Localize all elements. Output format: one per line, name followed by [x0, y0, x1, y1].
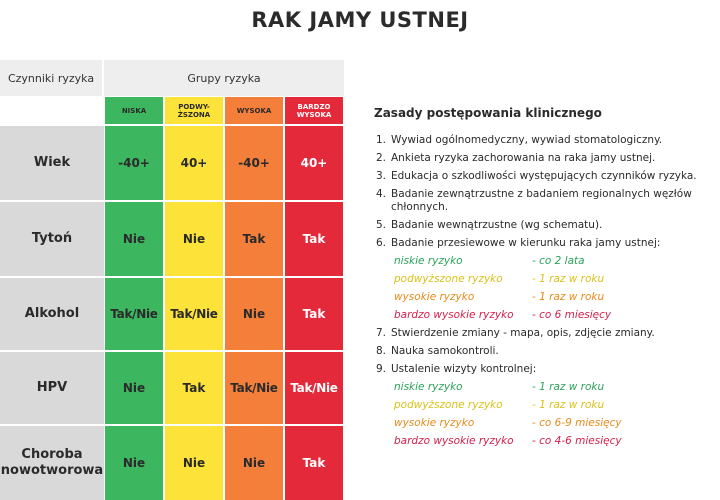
risk-table	[0, 60, 344, 500]
table-cell: Nie	[105, 352, 163, 424]
list-item: 5. Badanie wewnątrzustne (wg schematu).	[376, 219, 603, 231]
table-cell: Nie	[105, 426, 163, 500]
list-item: 1. Wywiad ogólnomedyczny, wywiad stomatologiczny.	[376, 134, 663, 146]
screening-very-high: bardzo wysokie ryzyko - co 6 miesięcy	[394, 309, 612, 321]
table-cell: Tak/Nie	[225, 352, 283, 424]
row-label-cancer: Choroba nowotworowa	[0, 426, 104, 500]
row-label-alcohol: Alkohol	[0, 278, 104, 350]
table-cell: Tak/Nie	[105, 278, 163, 350]
table-cell: Tak/Nie	[165, 278, 223, 350]
level-very-high: BARDZO WYSOKA	[285, 97, 343, 124]
table-cell: Nie	[165, 202, 223, 276]
rules-title: Zasady postępowania klinicznego	[374, 106, 602, 120]
control-low: niskie ryzyko - 1 raz w roku	[394, 381, 605, 393]
list-item: 8. Nauka samokontroli.	[376, 345, 499, 357]
screening-low: niskie ryzyko - co 2 lata	[394, 255, 585, 267]
list-item: 3. Edukacja o szkodliwości występujących czynników ryzyka.	[376, 170, 697, 182]
table-cell: Tak	[285, 202, 343, 276]
clinical-rules	[374, 106, 720, 453]
table-cell: Tak/Nie	[285, 352, 343, 424]
table-cell: Tak	[285, 278, 343, 350]
table-cell: -40+	[105, 126, 163, 200]
table-cell: Nie	[225, 278, 283, 350]
page-title: RAK JAMY USTNEJ	[251, 8, 469, 32]
row-label-age: Wiek	[0, 126, 104, 200]
list-item: 7. Stwierdzenie zmiany - mapa, opis, zdjęcie zmiany.	[376, 327, 655, 339]
level-high: WYSOKA	[225, 97, 283, 124]
control-elevated: podwyższone ryzyko - 1 raz w roku	[394, 399, 605, 411]
table-cell: Tak	[225, 202, 283, 276]
control-very-high: bardzo wysokie ryzyko - co 4-6 miesięcy	[394, 435, 622, 447]
list-item: 4. Badanie zewnątrzustne z badaniem regionalnych węzłów chłonnych.	[376, 188, 692, 213]
screening-high: wysokie ryzyko - 1 raz w roku	[394, 291, 605, 303]
table-cell: Nie	[225, 426, 283, 500]
row-label-hpv: HPV	[0, 352, 104, 424]
table-cell: -40+	[225, 126, 283, 200]
corner-header: Czynniki ryzyka	[0, 60, 104, 96]
table-cell: Tak	[285, 426, 343, 500]
row-label-tobacco: Tytoń	[0, 202, 104, 276]
level-elevated: PODWY- ŻSZONA	[165, 97, 223, 124]
list-item: 2. Ankieta ryzyka zachorowania na raka jamy ustnej.	[376, 152, 656, 164]
table-cell: 40+	[165, 126, 223, 200]
control-high: wysokie ryzyko - co 6-9 miesięcy	[394, 417, 622, 429]
table-cell: Nie	[105, 202, 163, 276]
screening-elevated: podwyższone ryzyko - 1 raz w roku	[394, 273, 605, 285]
list-item: 9. Ustalenie wizyty kontrolnej:	[376, 363, 537, 375]
header-spacer	[0, 96, 104, 124]
table-cell: Nie	[165, 426, 223, 500]
group-header: Grupy ryzyka	[104, 60, 344, 96]
list-item: 6. Badanie przesiewowe w kierunku raka jamy ustnej:	[376, 237, 661, 249]
table-cell: Tak	[165, 352, 223, 424]
table-cell: 40+	[285, 126, 343, 200]
level-low: NISKA	[105, 97, 163, 124]
